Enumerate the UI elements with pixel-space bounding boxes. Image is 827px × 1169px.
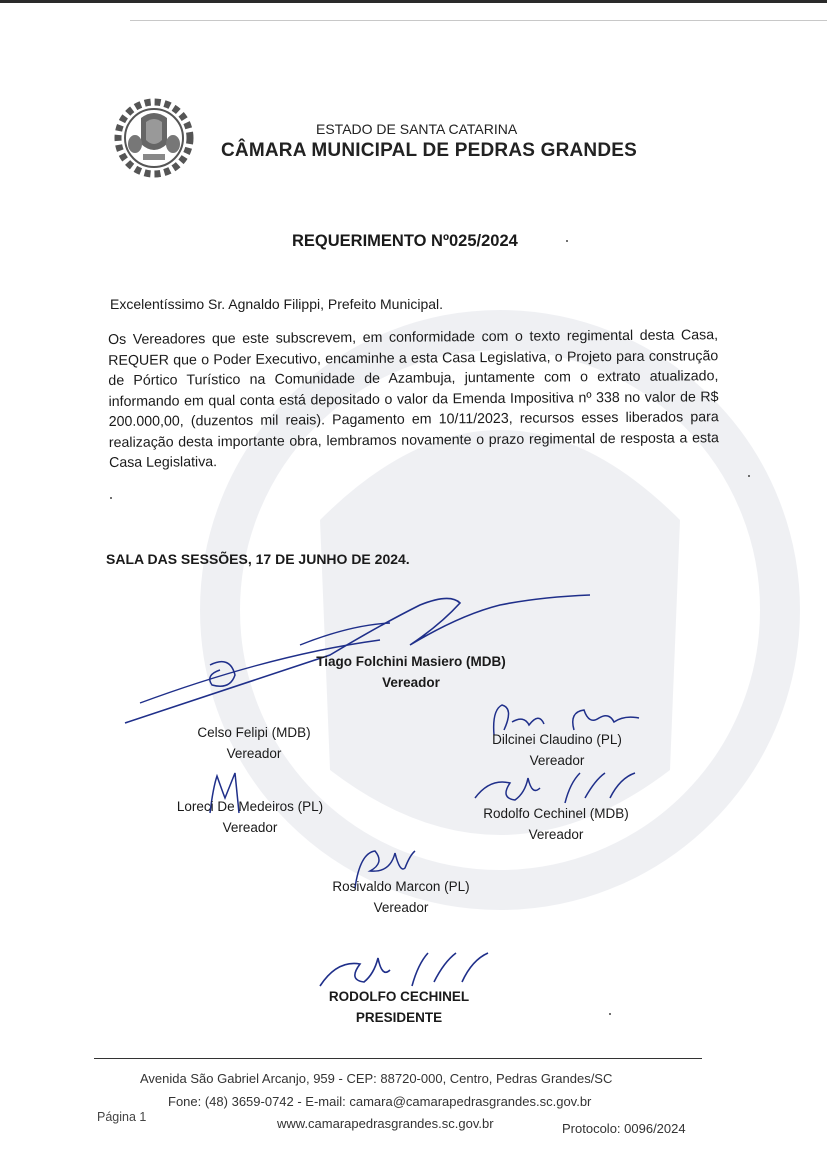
- state-name: ESTADO DE SANTA CATARINA: [316, 121, 518, 137]
- footer-address: Avenida São Gabriel Arcanjo, 959 - CEP: 88720-000, Centro, Pedras Grandes/SC: [140, 1071, 613, 1086]
- president-signatory-block: [314, 986, 484, 1028]
- protocol-number: Protocolo: 0096/2024: [562, 1121, 686, 1136]
- signatory-block: [184, 722, 324, 764]
- signatory-role: Vereador: [528, 827, 584, 842]
- coat-of-arms-icon: [113, 98, 195, 178]
- president-role: PRESIDENTE: [355, 1010, 443, 1025]
- signatory-role: Vereador: [382, 675, 440, 690]
- footer-divider: [94, 1058, 702, 1059]
- page-number: Página 1: [97, 1110, 147, 1124]
- scan-speck: [609, 1013, 611, 1015]
- place-and-date: SALA DAS SESSÕES, 17 DE JUNHO DE 2024.: [106, 551, 410, 567]
- chamber-name: CÂMARA MUNICIPAL DE PEDRAS GRANDES: [221, 140, 638, 161]
- scan-speck: [566, 240, 568, 242]
- signatory-block: [482, 729, 632, 771]
- scan-speck: [748, 475, 750, 477]
- signatory-block: [162, 796, 338, 838]
- footer-website: www.camarapedrasgrandes.sc.gov.br: [277, 1116, 494, 1131]
- top-scan-line: [130, 20, 827, 21]
- signatory-role: Vereador: [222, 820, 278, 835]
- president-name: RODOLFO CECHINEL: [328, 989, 470, 1004]
- signature-scribble-rodolfo: [470, 768, 640, 808]
- signatory-role: Vereador: [529, 753, 585, 768]
- signature-scribble-president: [312, 948, 492, 990]
- signatory-name: Loreci De Medeiros (PL): [176, 799, 324, 814]
- signatory-block: [468, 803, 644, 845]
- signatory-name: Tiago Folchini Masiero (MDB): [316, 654, 506, 669]
- footer-contact: Fone: (48) 3659-0742 - E-mail: camara@camarapedrasgrandes.sc.gov.br: [168, 1094, 592, 1109]
- scan-speck: [110, 497, 112, 499]
- signatory-name: Celso Felipi (MDB): [197, 725, 311, 740]
- signatory-role: Vereador: [373, 900, 429, 915]
- salutation: Excelentíssimo Sr. Agnaldo Filippi, Prefeito Municipal.: [110, 296, 444, 312]
- top-scan-edge: [0, 0, 827, 3]
- signatory-name: Rodolfo Cechinel (MDB): [483, 806, 629, 821]
- signatory-name: Rosivaldo Marcon (PL): [332, 879, 470, 894]
- signatory-name: Dilcinei Claudino (PL): [492, 732, 622, 747]
- document-title: REQUERIMENTO Nº025/2024: [292, 232, 518, 250]
- signatory-block: [318, 876, 484, 918]
- signatory-role: Vereador: [226, 746, 282, 761]
- signatory-block: [296, 651, 526, 693]
- request-body: Os Vereadores que este subscrevem, em conformidade com o texto regimental desta Casa, REQUER que o Poder Executivo, encaminhe a esta Casa Legislativa, o Projeto para construção de Pórtico Turístico na Comunidade de Azambuja, juntamente com o extrato atualizado, informando em qual conta está depositado o valor da Emenda Impositiva nº 338 no valor de R$ 200.000,00, (duzentos mil reais). Pagamento em 10/11/2023, recursos esses liberados para realização desta importante obra, lembramos novamente o prazo regimental de resposta a esta Casa Legislativa.: [108, 327, 719, 471]
